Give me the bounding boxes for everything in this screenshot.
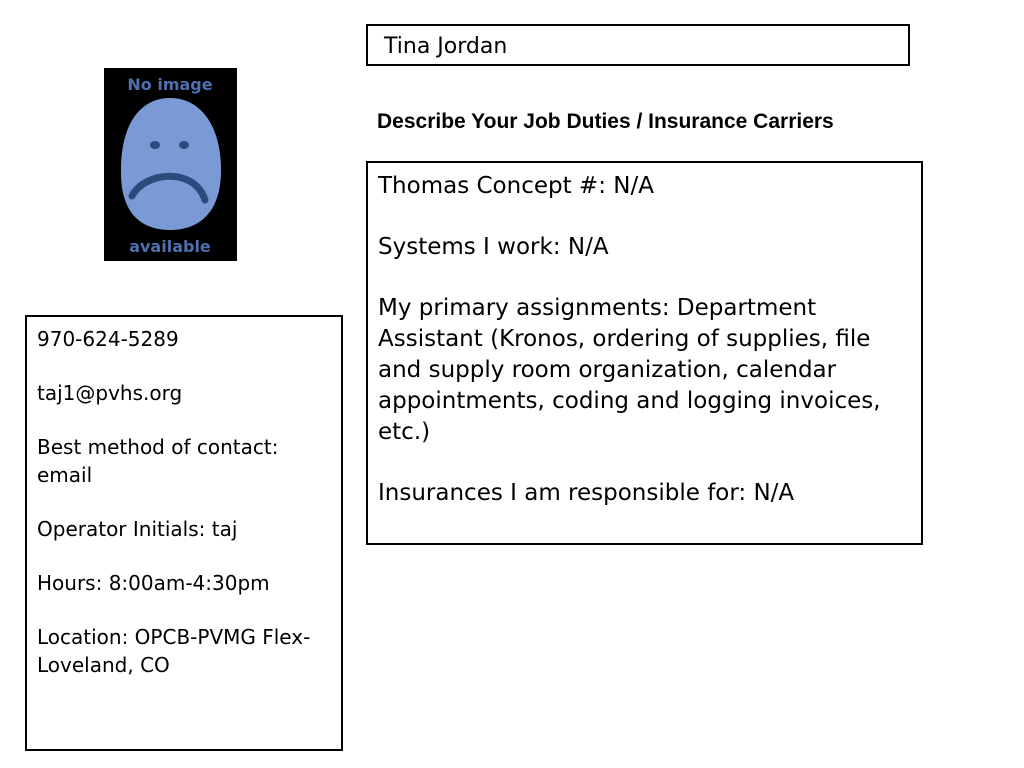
insurances-text: Insurances I am responsible for: N/A [378, 480, 795, 506]
no-image-icon [104, 68, 237, 261]
systems-text: Systems I work: N/A [378, 234, 609, 260]
employee-name: Tina Jordan [384, 34, 508, 59]
no-image-top-text: No image [127, 75, 213, 94]
work-location: Location: OPCB-PVMG Flex-Loveland, CO [37, 625, 311, 677]
best-contact-method: Best method of contact: email [37, 435, 279, 487]
operator-initials: Operator Initials: taj [37, 517, 238, 541]
email-address: taj1@pvhs.org [37, 381, 183, 405]
work-hours: Hours: 8:00am-4:30pm [37, 571, 270, 595]
job-duties-box [366, 161, 923, 545]
primary-assignments-text: My primary assignments: Department Assistant (Kronos, ordering of supplies, file and supply room organization, calendar appointments, coding and logging invoices, etc.) [378, 295, 881, 445]
no-image-bottom-text: available [129, 237, 211, 256]
face-left-eye [150, 141, 160, 149]
face-right-eye [179, 141, 189, 149]
phone-number: 970-624-5289 [37, 327, 179, 351]
job-duties-heading: Describe Your Job Duties / Insurance Carriers [377, 110, 834, 133]
contact-info-box [25, 315, 343, 751]
profile-photo-placeholder [104, 68, 237, 261]
thomas-concept-text: Thomas Concept #: N/A [378, 173, 654, 199]
name-field [366, 24, 910, 66]
sad-face-icon [121, 98, 221, 230]
